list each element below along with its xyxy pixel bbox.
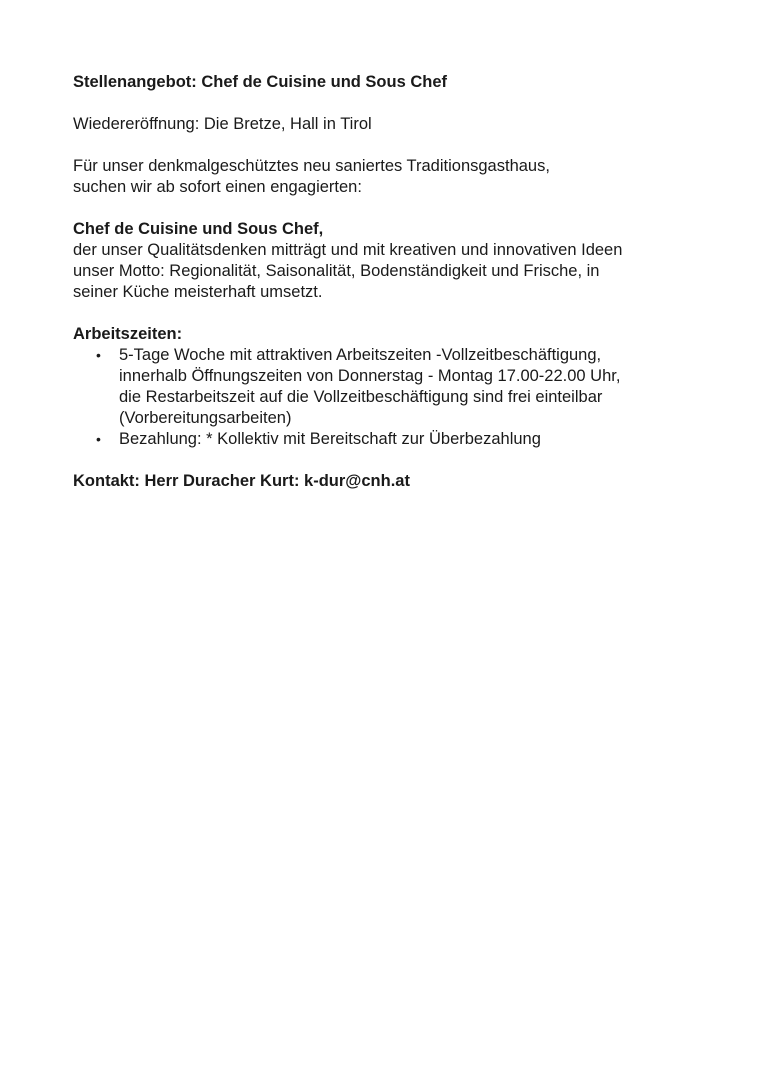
intro-paragraph [73,156,693,198]
work-hours-list [73,345,693,450]
document-title: Stellenangebot: Chef de Cuisine und Sous Chef [73,73,448,91]
reopening-line: Wiedereröffnung: Die Bretze, Hall in Tirol [73,115,372,133]
spacer [73,135,693,156]
intro-line: Für unser denkmalgeschütztes neu saniertes Traditionsgasthaus, [73,157,550,175]
position-line: der unser Qualitätsdenken mitträgt und mit kreativen und innovativen Ideen [73,241,623,259]
bullet-icon: • [96,347,101,363]
position-line: seiner Küche meisterhaft umsetzt. [73,283,323,301]
intro-line: suchen wir ab sofort einen engagierten: [73,178,362,196]
list-item [73,429,693,450]
list-item [73,345,693,429]
position-paragraph [73,219,693,303]
list-item-line: 5-Tage Woche mit attraktiven Arbeitszeiten -Vollzeitbeschäftigung, [119,346,602,364]
contact-line: Kontakt: Herr Duracher Kurt: k-dur@cnh.at [73,472,410,490]
document-page [73,72,693,492]
bullet-icon: • [96,431,101,447]
position-line: unser Motto: Regionalität, Saisonalität, Bodenständigkeit und Frische, in [73,262,600,280]
spacer [73,303,693,324]
list-item-line: die Restarbeitszeit auf die Vollzeitbeschäftigung sind frei einteilbar [119,388,603,406]
spacer [73,93,693,114]
spacer [73,198,693,219]
spacer [73,450,693,471]
list-item-line: Bezahlung: * Kollektiv mit Bereitschaft zur Überbezahlung [119,430,541,448]
list-item-line: innerhalb Öffnungszeiten von Donnerstag - Montag 17.00-22.00 Uhr, [119,367,621,385]
list-item-line: (Vorbereitungsarbeiten) [119,409,292,427]
position-heading: Chef de Cuisine und Sous Chef, [73,220,324,238]
work-hours-heading: Arbeitszeiten: [73,325,183,343]
